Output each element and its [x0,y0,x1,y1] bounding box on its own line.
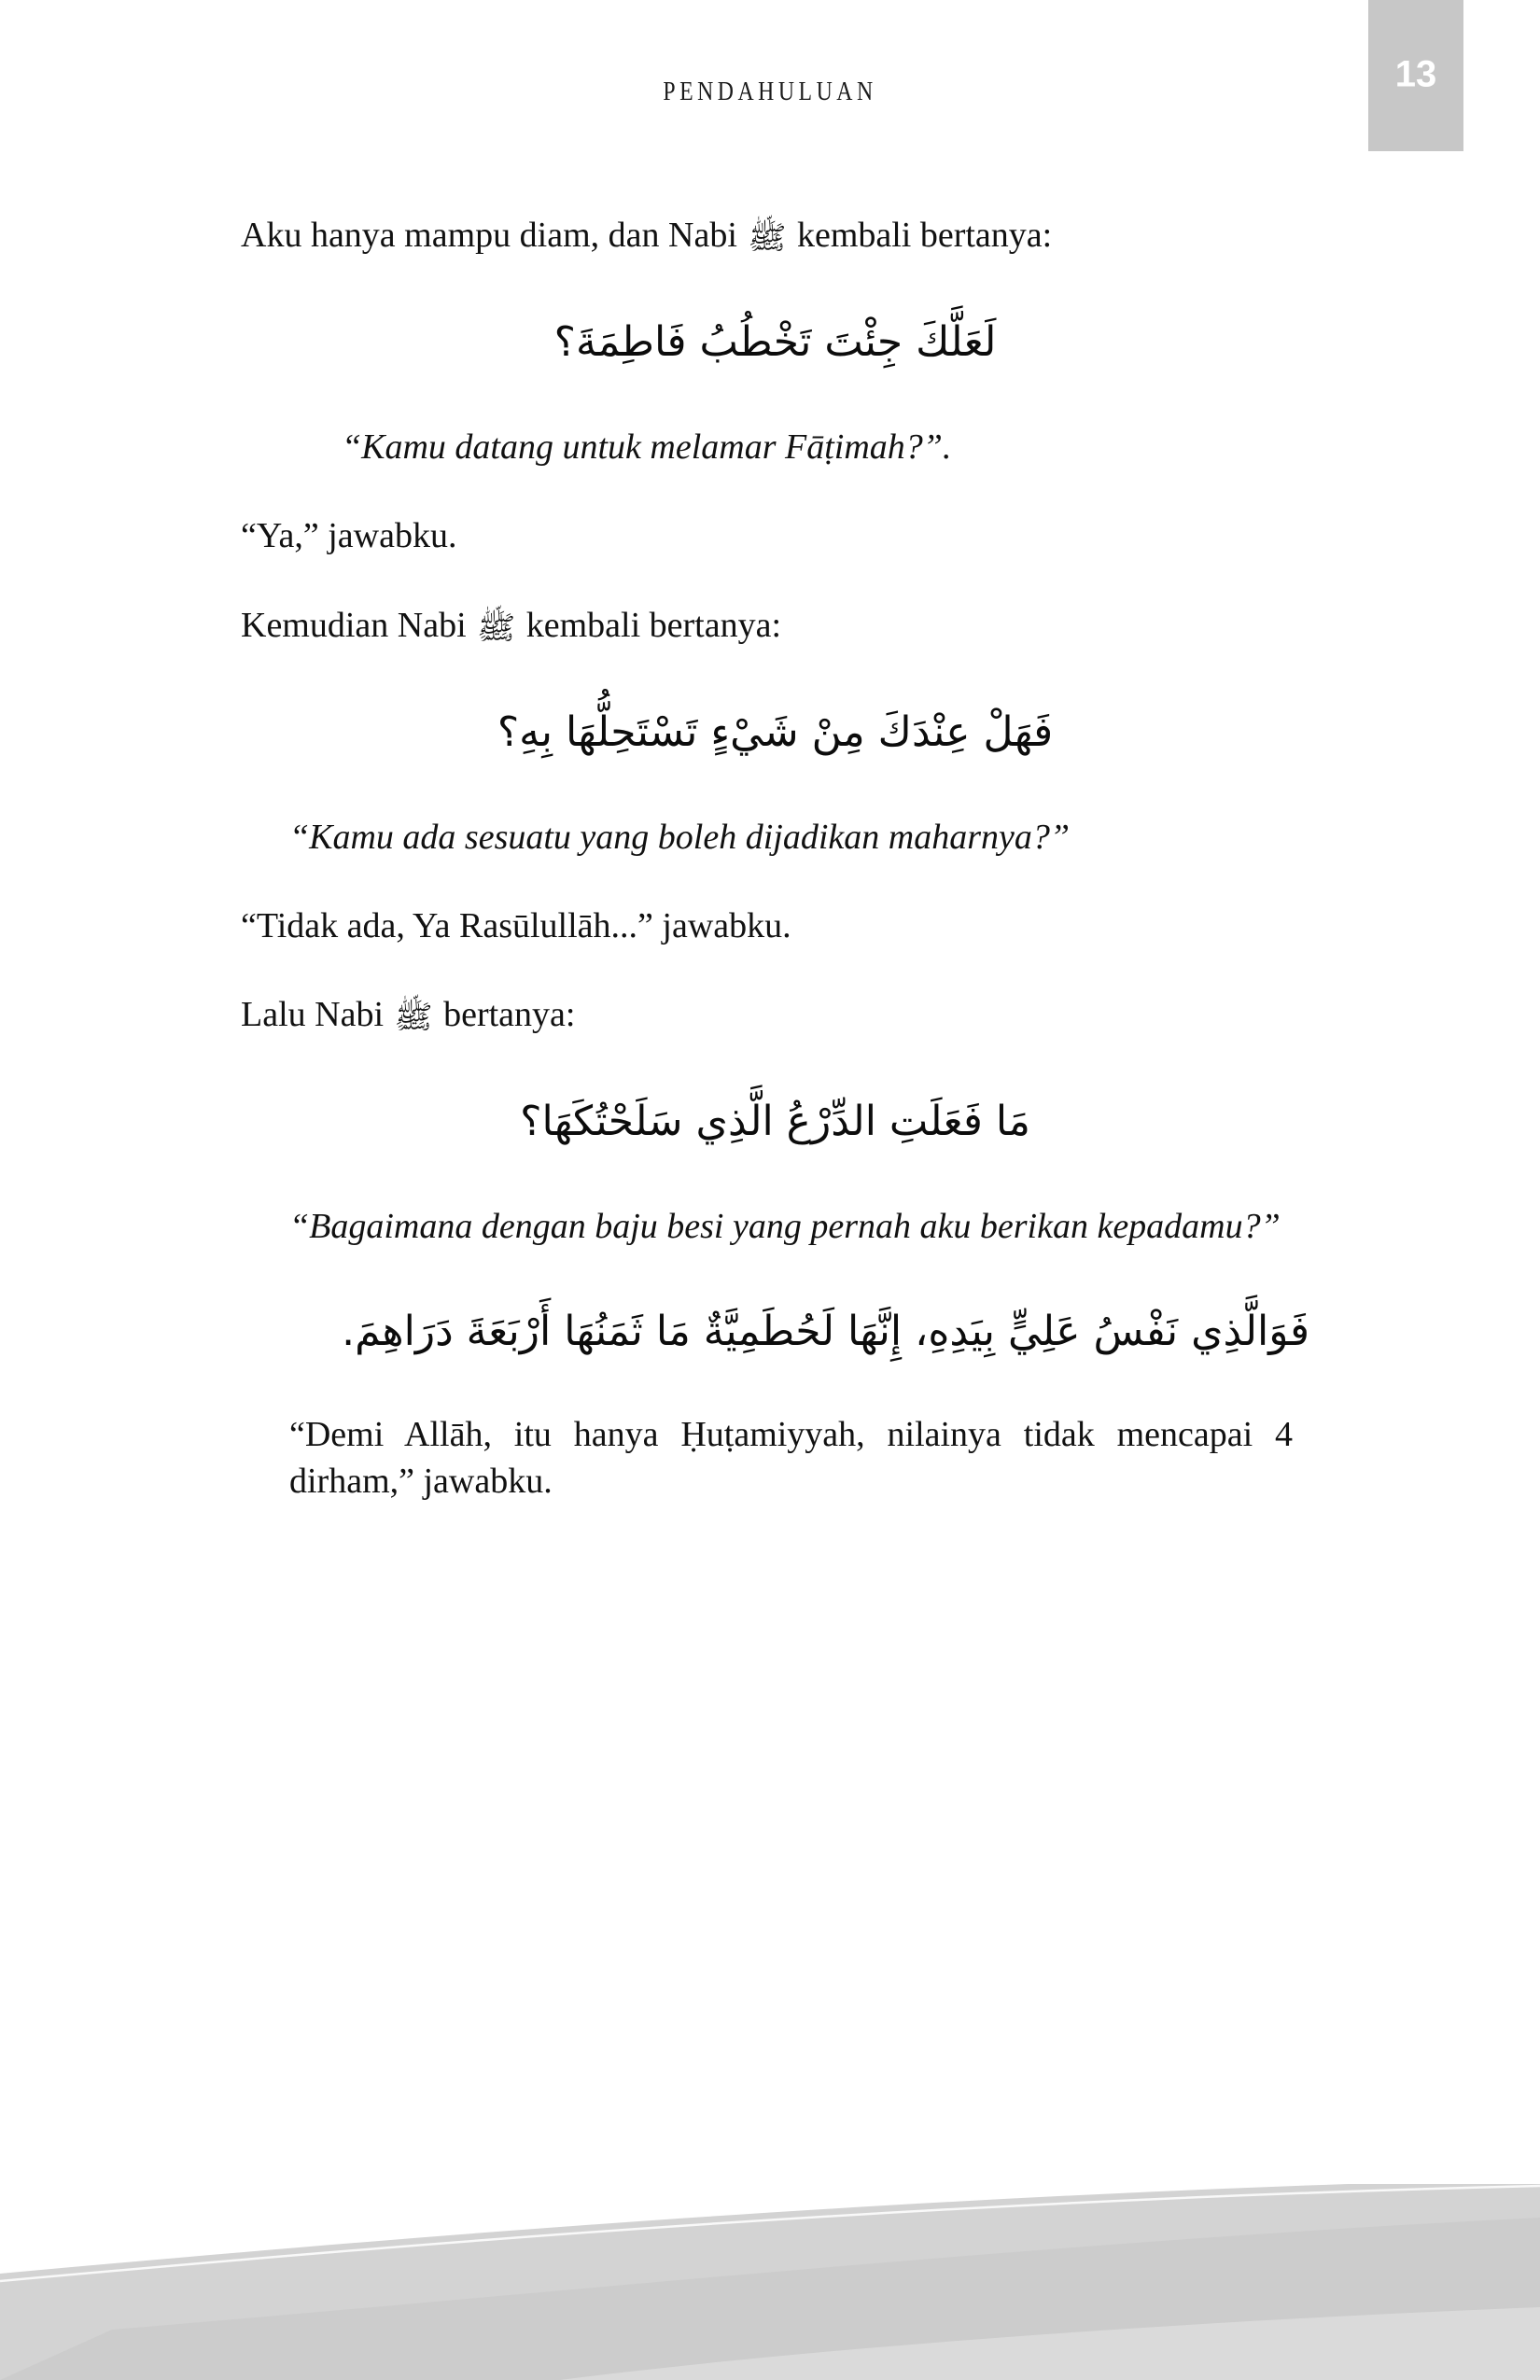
salawat-icon: ﷺ [394,1001,433,1036]
paragraph-1-text-b: kembali bertanya: [788,216,1053,255]
translation-1: “Kamu datang untuk melamar Fāṭimah?”. [342,427,952,467]
arabic-quote-1: لَعَلَّكَ جِئْتَ تَخْطُبُ فَاطِمَةَ؟ [553,318,997,367]
paragraph-1-text-a: Aku hanya mampu diam, dan Nabi [241,216,747,255]
paragraph-3-text-a: Kemudian Nabi [241,605,476,645]
paragraph-2: “Ya,” jawabku. [241,516,457,556]
salawat-icon: ﷺ [477,610,516,646]
curl-highlight [0,2186,1540,2281]
paragraph-1 [241,213,1309,259]
curl-band-1 [0,2184,1540,2380]
arabic-quote-3: مَا فَعَلَتِ الدِّرْعُ الَّذِي سَلَحْتُكَهَا؟ [520,1098,1030,1146]
paragraph-4: “Tidak ada, Ya Rasūlullāh...” jawabku. [241,905,791,945]
page-number: 13 [1394,53,1437,95]
page-number-box [1368,0,1463,151]
running-head: PENDAHULUAN [663,77,877,106]
translation-2: “Kamu ada sesuatu yang boleh dijadikan maharnya?” [289,817,1070,857]
page-curl-svg [0,2184,1540,2380]
arabic-quote-2: فَهَلْ عِنْدَكَ مِنْ شَيْءٍ تَسْتَحِلُّهَا بِهِ؟ [497,707,1054,756]
paragraph-3-text-b: kembali bertanya: [517,605,782,645]
translation-4: “Demi Allāh, itu hanya Ḥuṭamiyyah, nilainya tidak mencapai 4 dirham,” jawabku. [289,1414,1293,1501]
text-column [241,213,1309,1547]
paragraph-5-text-b: bertanya: [434,995,576,1035]
paragraph-3 [241,603,1309,649]
paragraph-5 [241,992,1309,1038]
page-curl-shadow [0,2184,1540,2380]
translation-3: “Bagaimana dengan baju besi yang pernah aku berikan kepadamu?” [289,1207,1281,1247]
curl-band-2 [0,2218,1540,2380]
curl-band-3 [560,2307,1540,2380]
paragraph-5-text-a: Lalu Nabi [241,995,393,1035]
salawat-icon: ﷺ [748,221,787,256]
arabic-quote-4: فَوَالَّذِي نَفْسُ عَلِيٍّ بِيَدِهِ، إِنَّهَا لَحُطَمِيَّةٌ مَا ثَمَنُهَا أَرْبَعَةَ دَرَاهِمَ. [342,1308,1309,1356]
